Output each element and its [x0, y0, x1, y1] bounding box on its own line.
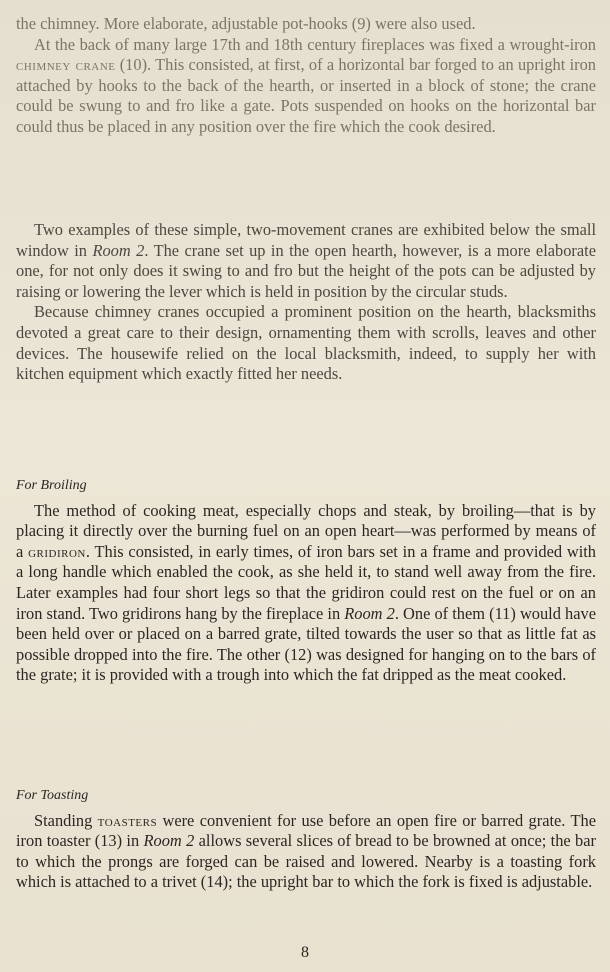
toasting-section	[16, 786, 596, 893]
room-reference: Room 2	[143, 831, 195, 851]
broiling-paragraph: The method of cooking meat, especially chops and steak, by broiling—that is by placing it directly over the burning fuel on an open heart—was performed by means of a gridiron. This consisted, in early times, of iron bars set in a frame and provided with a long handle which enabled the cook, as she held it, to stand well away from the fire. Later examples had four short legs so that the gridiron could rest on the fuel or on an iron stand. Two gridirons hang by the fireplace in Room 2. One of them (11) would have been held over or placed on a barred grate, tilted towards the user so that as little fat as possible dropped into the fire. The other (12) was designed for hanging on to the bars of the grate; it is provided with a trough into which the fat dripped as the meat cooked.	[16, 500, 597, 685]
blacksmiths-paragraph: Because chimney cranes occupied a prominent position on the hearth, blacksmiths devoted a great care to their design, ornamenting them with scrolls, leaves and other devices. The housewife relied on the local blacksmith, indeed, to supply her with kitchen equipment which exactly fitted her needs.	[16, 302, 596, 384]
two-cranes-paragraph: Two examples of these simple, two-movement cranes are exhibited below the small window in Room 2. The crane set up in the open hearth, however, is a more elaborate one, for not only does it swing to and fro but the height of the pots can be adjusted by raising or lowering the lever which is held in position by the circular studs.	[16, 220, 596, 301]
toasting-heading: For Toasting	[16, 788, 89, 803]
room-reference: Room 2	[92, 240, 145, 260]
broiling-heading: For Broiling	[16, 478, 87, 493]
chimney-crane-term: chimney crane	[16, 55, 116, 75]
page-number: 8	[301, 944, 309, 961]
crane-section	[16, 14, 596, 138]
fragment-paragraph: the chimney. More elaborate, adjustable pot-hooks (9) were also used.	[16, 14, 476, 33]
broiling-section	[16, 476, 596, 686]
chimney-crane-paragraph: At the back of many large 17th and 18th century fireplaces was fixed a wrought-iron chimney crane (10). This consisted, at first, of a horizontal bar forged to an upright iron attached by hooks to the back of the hearth, or inserted in a block of stone; the crane could be swung to and fro like a gate. Pots suspended on hooks on the horizontal bar could thus be placed in any position over the fire which the cook desired.	[16, 34, 596, 136]
gridiron-term: gridiron	[28, 541, 86, 561]
two-cranes-section	[16, 220, 596, 385]
toasting-paragraph: Standing toasters were convenient for use before an open fire or barred grate. The iron toaster (13) in Room 2 allows several slices of bread to be browned at once; the bar to which the prongs are forged can be raised and lowered. Nearby is a toasting fork which is attached to a trivet (14); the upright bar to which the fork is fixed is adjustable.	[16, 810, 596, 892]
room-reference: Room 2	[344, 603, 395, 623]
toasters-term: toasters	[97, 810, 158, 830]
